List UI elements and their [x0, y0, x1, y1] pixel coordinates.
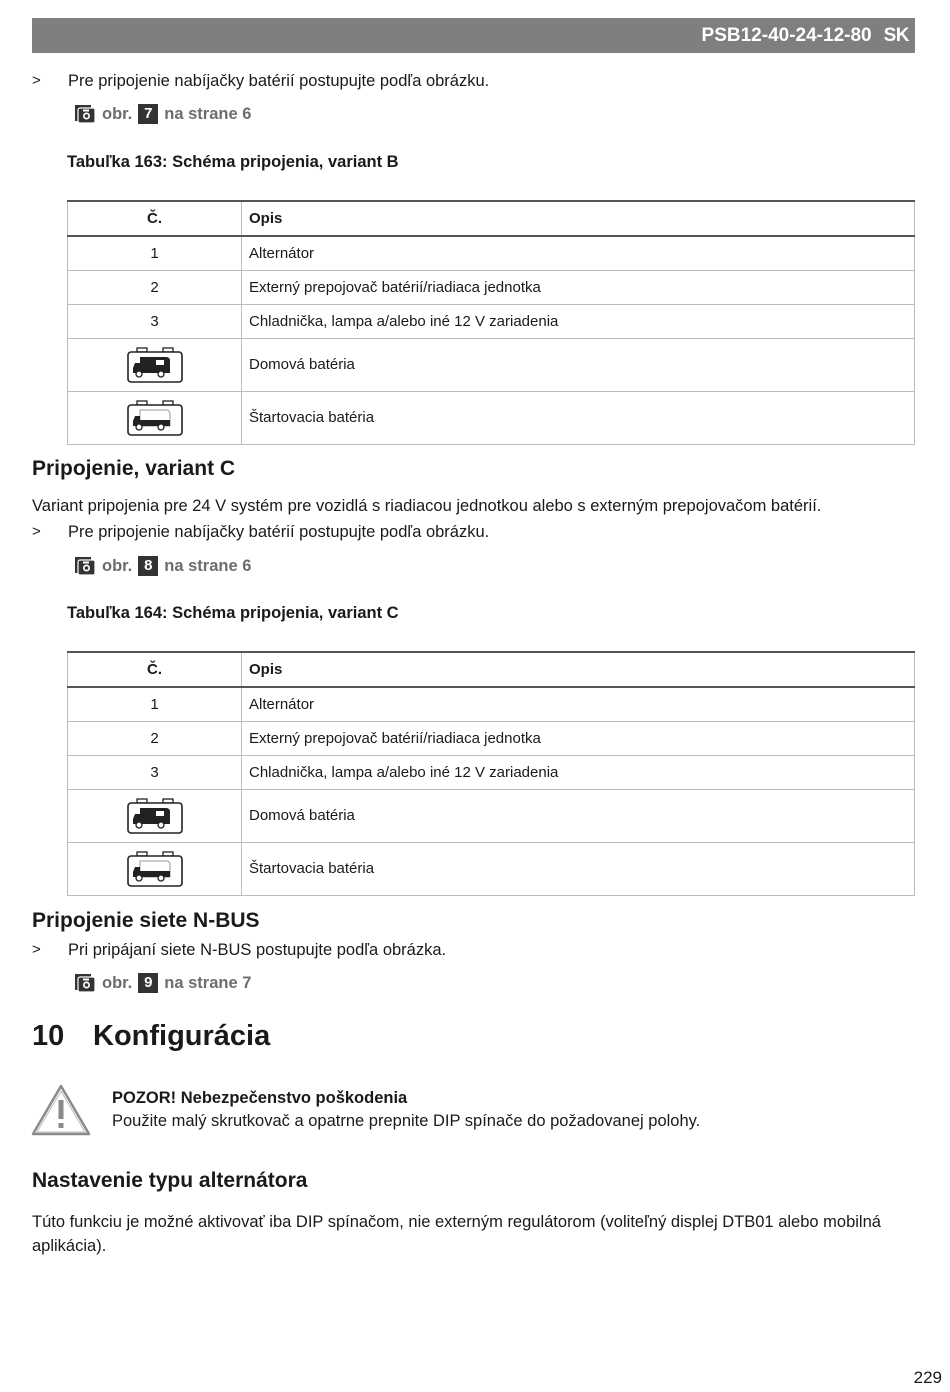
row-description: Štartovacia batéria — [242, 391, 915, 444]
table-row — [68, 789, 915, 842]
figref-suffix: na strane 6 — [164, 556, 252, 575]
camera-icon — [74, 973, 96, 993]
row-icon-cell — [68, 391, 242, 444]
step-nbus — [32, 941, 446, 960]
row-number: 2 — [68, 721, 242, 755]
row-icon-cell — [68, 842, 242, 895]
header-language: SK — [883, 24, 909, 46]
chapter-number: 10 — [32, 1020, 65, 1052]
row-number: 3 — [68, 304, 242, 338]
figref-prefix: obr. — [102, 556, 133, 575]
figref-suffix: na strane 6 — [164, 104, 252, 123]
row-description: Štartovacia batéria — [242, 842, 915, 895]
row-icon-cell — [68, 789, 242, 842]
col-header-number: Č. — [68, 652, 242, 687]
table-row — [68, 687, 915, 721]
variant-c-intro: Variant pripojenia pre 24 V systém pre vozidlá s riadiacou jednotkou alebo s externým prepojovačom batérií. — [32, 497, 822, 515]
table-row — [68, 721, 915, 755]
table-row — [68, 304, 915, 338]
row-description: Alternátor — [242, 687, 915, 721]
warning-title: POZOR! Nebezpečenstvo poškodenia — [112, 1089, 408, 1107]
starter-battery-icon — [127, 851, 183, 887]
table-164 — [67, 651, 915, 896]
camera-icon — [74, 556, 96, 576]
page-number: 229 — [913, 1368, 942, 1387]
step-variant-c — [32, 523, 489, 542]
table-row — [68, 236, 915, 270]
table-row — [68, 755, 915, 789]
page-header — [32, 18, 915, 53]
col-header-description: Opis — [242, 201, 915, 236]
table-row — [68, 338, 915, 391]
figref-number: 8 — [138, 556, 158, 576]
camera-icon — [74, 104, 96, 124]
row-description: Chladnička, lampa a/alebo iné 12 V zariadenia — [242, 304, 915, 338]
chapter-heading — [32, 1020, 270, 1053]
table-header-row — [68, 652, 915, 687]
row-icon-cell — [68, 338, 242, 391]
alternator-text: Túto funkciu je možné aktivovať iba DIP spínačom, nie externým regulátorom (voliteľný displej DTB01 alebo mobilná aplikácia). — [32, 1213, 881, 1255]
step-variant-b — [32, 72, 489, 91]
figref-number: 9 — [138, 973, 158, 993]
figure-reference-9[interactable] — [74, 973, 251, 993]
figref-prefix: obr. — [102, 104, 133, 123]
table-163 — [67, 200, 915, 445]
header-model: PSB12-40-24-12-80 — [701, 24, 872, 46]
warning-triangle-icon — [30, 1083, 92, 1137]
table-row — [68, 391, 915, 444]
row-number: 3 — [68, 755, 242, 789]
house-battery-icon — [127, 798, 183, 834]
step-arrow-icon: > — [32, 941, 41, 958]
row-number: 2 — [68, 270, 242, 304]
table-164-title: Tabuľka 164: Schéma pripojenia, variant C — [67, 604, 399, 622]
chapter-title: Konfigurácia — [93, 1020, 271, 1052]
col-header-number: Č. — [68, 201, 242, 236]
row-description: Domová batéria — [242, 789, 915, 842]
step-arrow-icon: > — [32, 523, 41, 540]
row-description: Domová batéria — [242, 338, 915, 391]
starter-battery-icon — [127, 400, 183, 436]
warning-text: Použite malý skrutkovač a opatrne prepnite DIP spínače do požadovanej polohy. — [112, 1112, 701, 1130]
table-163-title: Tabuľka 163: Schéma pripojenia, variant B — [67, 153, 399, 171]
row-description: Externý prepojovač batérií/riadiaca jednotka — [242, 270, 915, 304]
table-row — [68, 842, 915, 895]
heading-alternator: Nastavenie typu alternátora — [32, 1169, 308, 1192]
heading-variant-c: Pripojenie, variant C — [32, 457, 236, 480]
step-text: Pre pripojenie nabíjačky batérií postupujte podľa obrázku. — [68, 72, 490, 90]
row-description: Chladnička, lampa a/alebo iné 12 V zariadenia — [242, 755, 915, 789]
heading-nbus: Pripojenie siete N-BUS — [32, 909, 260, 932]
step-text: Pri pripájaní siete N-BUS postupujte podľa obrázka. — [68, 941, 447, 959]
table-row — [68, 270, 915, 304]
figref-prefix: obr. — [102, 973, 133, 992]
row-number: 1 — [68, 236, 242, 270]
figref-suffix: na strane 7 — [164, 973, 252, 992]
step-arrow-icon: > — [32, 72, 41, 89]
figref-number: 7 — [138, 104, 158, 124]
row-description: Alternátor — [242, 236, 915, 270]
step-text: Pre pripojenie nabíjačky batérií postupujte podľa obrázku. — [68, 523, 490, 541]
figure-reference-7[interactable] — [74, 104, 251, 124]
col-header-description: Opis — [242, 652, 915, 687]
row-number: 1 — [68, 687, 242, 721]
house-battery-icon — [127, 347, 183, 383]
row-description: Externý prepojovač batérií/riadiaca jednotka — [242, 721, 915, 755]
figure-reference-8[interactable] — [74, 556, 251, 576]
table-header-row — [68, 201, 915, 236]
